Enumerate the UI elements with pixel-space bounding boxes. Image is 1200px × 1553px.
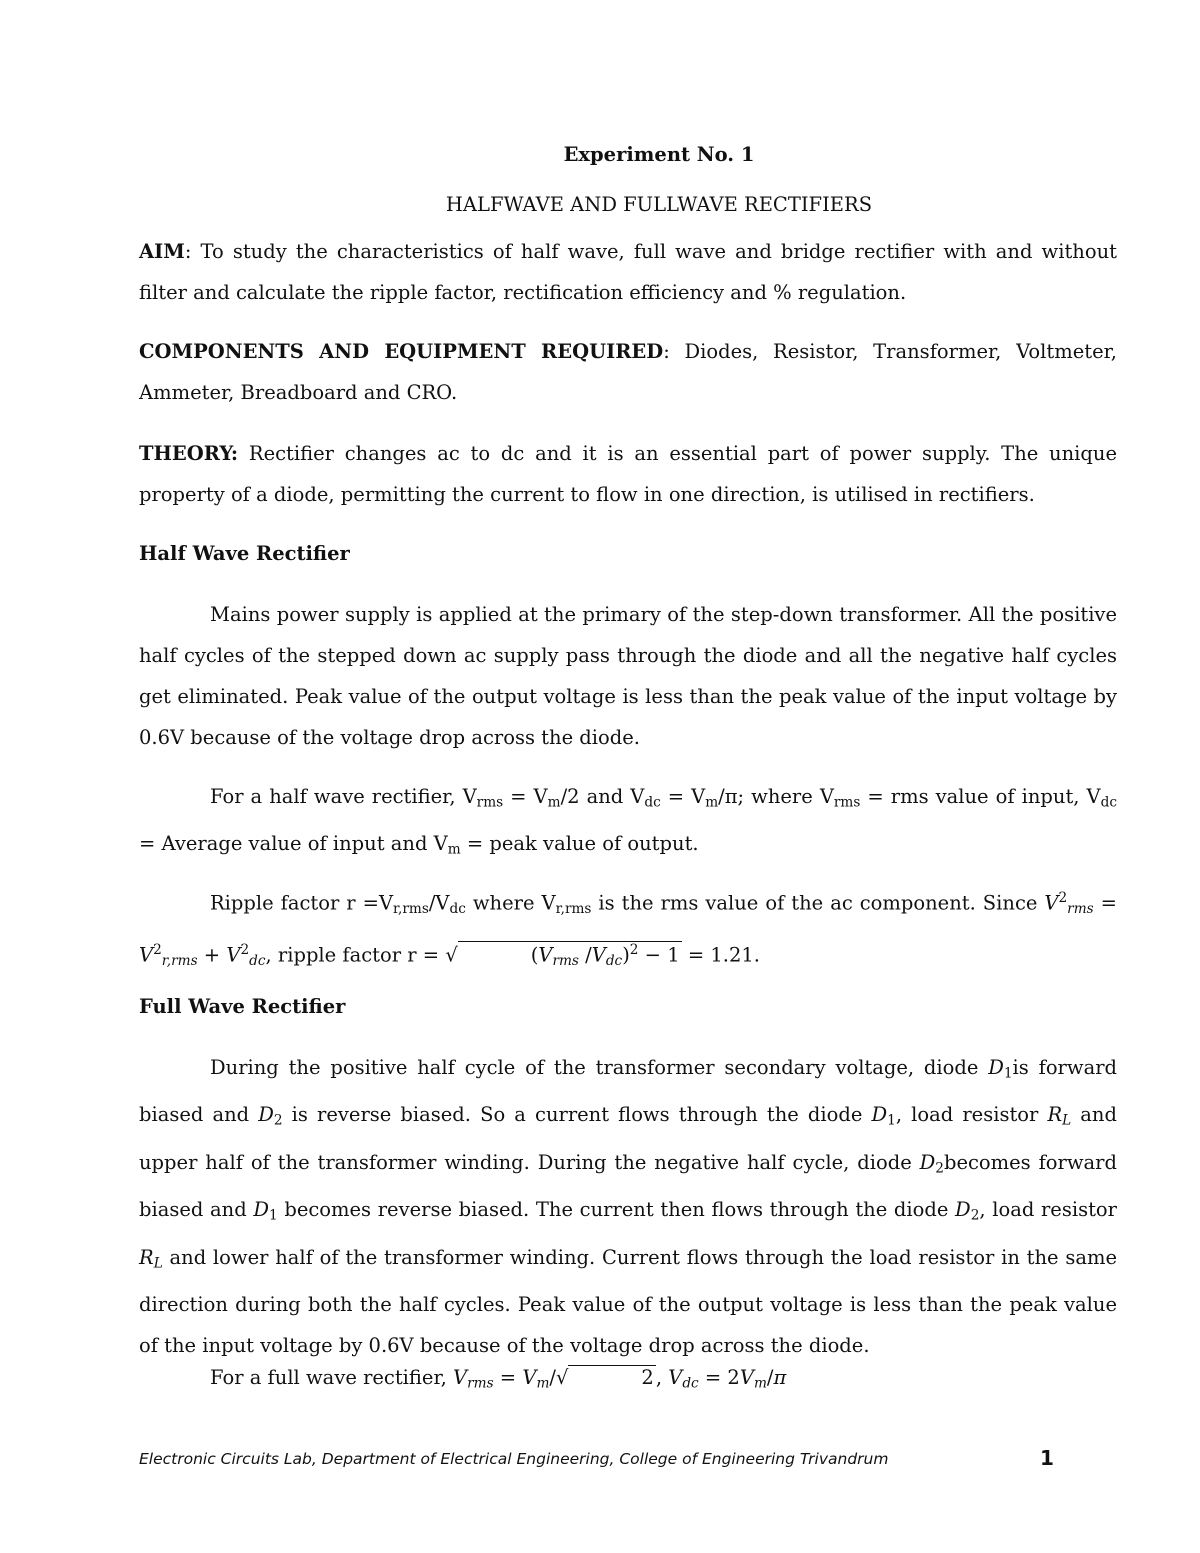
- full-wave-paragraph: During the positive half cycle of the transformer secondary voltage, diode $D_1is$ forward biased and $D_2$ is reverse biased. So a current flows through the diode $D_1$, load resistor $R_L$ and upper half of the transformer winding. During the negative half cycle, diode $D_2becomes$ forward biased and $D_1$ becomes reverse biased. The current then flows through the diode $D_2$, load resistor $R_L$ and lower half of the transformer winding. Current flows through the load resistor in the same direction during both the half cycles. Peak value of the output voltage is less than the peak value of the input voltage by 0.6V because of the voltage drop across the diode.: [139, 1056, 1117, 1358]
- half-wave-paragraph: Mains power supply is applied at the primary of the step-down transformer. All the positive half cycles of the stepped down ac supply pass through the diode and all the negative half cycles get eliminated. Peak value of the output voltage is less than the peak value of the input voltage by 0.6V because of the voltage drop across the diode.: [139, 603, 1117, 749]
- experiment-number: Experiment No. 1: [563, 143, 755, 166]
- aim-label: AIM: [139, 240, 185, 263]
- full-wave-heading: Full Wave Rectifier: [139, 995, 346, 1018]
- theory-paragraph: THEORY: Rectifier changes ac to dc and it is an essential part of power supply. The unique property of a diode, permitting the current to flow in one direction, is utilised in rectifiers.: [139, 442, 1117, 506]
- full-wave-formula: For a full wave rectifier, $V_{rms} = V_m/√$ 2 , $V_{dc} = 2V_m/\pi$: [210, 1366, 787, 1392]
- page-footer: Electronic Circuits Lab, Department of Electrical Engineering, College of Engineering Trivandrum: [139, 1450, 889, 1468]
- half-wave-heading: Half Wave Rectifier: [139, 542, 350, 565]
- document-title: HALFWAVE AND FULLWAVE RECTIFIERS: [445, 193, 873, 216]
- half-wave-formula-paragraph: For a half wave rectifier, $V_{rms} = V_m/2$ and $V_{dc} = V_m/\pi$; where $V_{rms}$ = rms value of input, $V_{dc}$ = Average value of input and $V_m$ = peak value of output.: [139, 785, 1117, 858]
- page-number: 1: [1040, 1446, 1054, 1470]
- components-paragraph: COMPONENTS AND EQUIPMENT REQUIRED: Diodes, Resistor, Transformer, Voltmeter, Ammeter, Breadboard and CRO.: [139, 340, 1117, 404]
- ripple-value: = 1.21: [681, 943, 754, 967]
- aim-paragraph: AIM: To study the characteristics of half wave, full wave and bridge rectifier with and without filter and calculate the ripple factor, rectification efficiency and % regulation.: [139, 240, 1117, 304]
- components-label: COMPONENTS AND EQUIPMENT REQUIRED: [139, 340, 664, 363]
- theory-label: THEORY:: [139, 442, 239, 465]
- ripple-factor-paragraph: Ripple factor $r =V_{r,rms}/V_{dc}$ where $V_{r,rms}$ is the rms value of the ac component. Since $V^2_{rms} = V^2_{r,rms} + V^2_{dc}$, ripple factor r = √ ($V_{rms}$ $/V_{dc})^2 - 1 = 1.21$.: [139, 890, 1117, 969]
